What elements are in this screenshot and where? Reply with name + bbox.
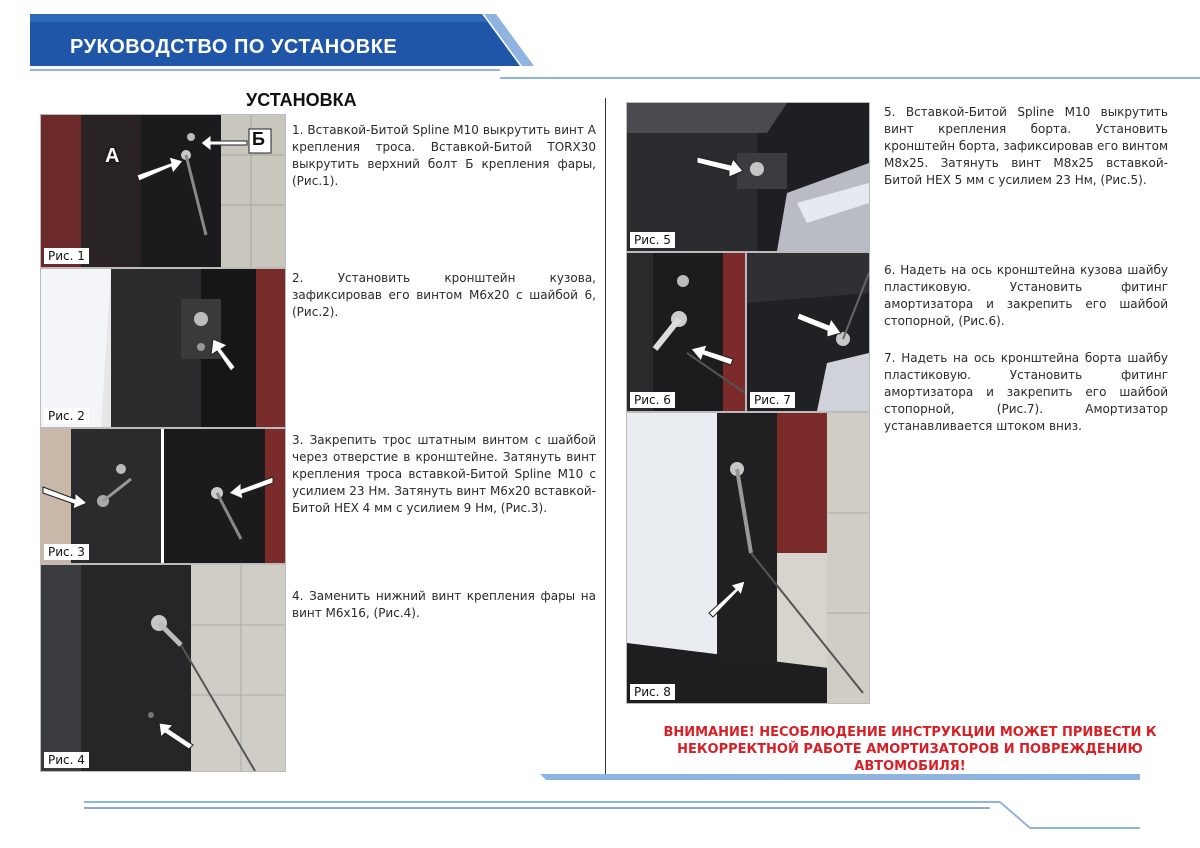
figure-caption: Рис. 5 bbox=[630, 232, 675, 248]
section-title: УСТАНОВКА bbox=[246, 90, 357, 110]
figure-2 bbox=[40, 268, 286, 428]
footer-decoration bbox=[0, 770, 1200, 840]
step-5: 5. Вставкой-Битой Spline M10 выкрутить винт крепления борта. Установить кронштейн борта, зафиксировав его винтом М8х25. Затянуть винт М8х25 вставкой-Битой HEX 5 мм с усилием 23 Нм, (Рис.5). bbox=[884, 105, 1168, 187]
figure-caption: Рис. 6 bbox=[630, 392, 675, 408]
step-7: 7. Надеть на ось кронштейна борта шайбу пластиковую. Установить фитинг амортизатора и закрепить его шайбой стопорной, (Рис.7). Амортизатор устанавливается штоком вниз. bbox=[884, 351, 1168, 433]
step-4: 4. Заменить нижний винт крепления фары на винт М6х16, (Рис.4). bbox=[292, 589, 596, 620]
figure-4 bbox=[40, 564, 286, 772]
marker-a: А bbox=[105, 145, 120, 167]
figure-3 bbox=[40, 428, 286, 564]
figure-5 bbox=[626, 102, 870, 252]
header-title: РУКОВОДСТВО ПО УСТАНОВКЕ bbox=[70, 36, 398, 58]
step-3: 3. Закрепить трос штатным винтом с шайбой через отверстие в кронштейне. Затянуть винт крепления троса вставкой-Битой Spline M10 с усилием 23 Нм. Затянуть винт М6х20 вставкой-Битой HEX 4 мм с усилием 9 Нм, (Рис.3). bbox=[292, 433, 596, 515]
step-2: 2. Установить кронштейн кузова, зафиксировав его винтом М6х20 с шайбой 6, (Рис.2). bbox=[292, 271, 596, 319]
figure-6 bbox=[626, 252, 746, 412]
figure-caption: Рис. 3 bbox=[44, 544, 89, 560]
figure-caption: Рис. 2 bbox=[44, 408, 89, 424]
figure-1 bbox=[40, 114, 286, 268]
figure-caption: Рис. 8 bbox=[630, 684, 675, 700]
column-divider bbox=[605, 98, 606, 778]
figure-caption: Рис. 4 bbox=[44, 752, 89, 768]
warning-text: ВНИМАНИЕ! НЕСОБЛЮДЕНИЕ ИНСТРУКЦИИ МОЖЕТ ПРИВЕСТИ К НЕКОРРЕКТНОЙ РАБОТЕ АМОРТИЗАТОРОВ И ПОВРЕЖДЕНИЮ АВТОМОБИЛЯ! bbox=[663, 725, 1157, 774]
figure-8 bbox=[626, 412, 870, 704]
marker-b: Б bbox=[252, 129, 265, 149]
step-6: 6. Надеть на ось кронштейна кузова шайбу пластиковую. Установить фитинг амортизатора и закрепить его шайбой стопорной, (Рис.6). bbox=[884, 263, 1168, 328]
figure-caption: Рис. 7 bbox=[750, 392, 795, 408]
step-1: 1. Вставкой-Битой Spline M10 выкрутить винт А крепления троса. Вставкой-Битой TORX30 выкрутить верхний болт Б крепления фары, (Рис.1). bbox=[292, 123, 596, 188]
figure-7 bbox=[746, 252, 870, 412]
figure-caption: Рис. 1 bbox=[44, 248, 89, 264]
